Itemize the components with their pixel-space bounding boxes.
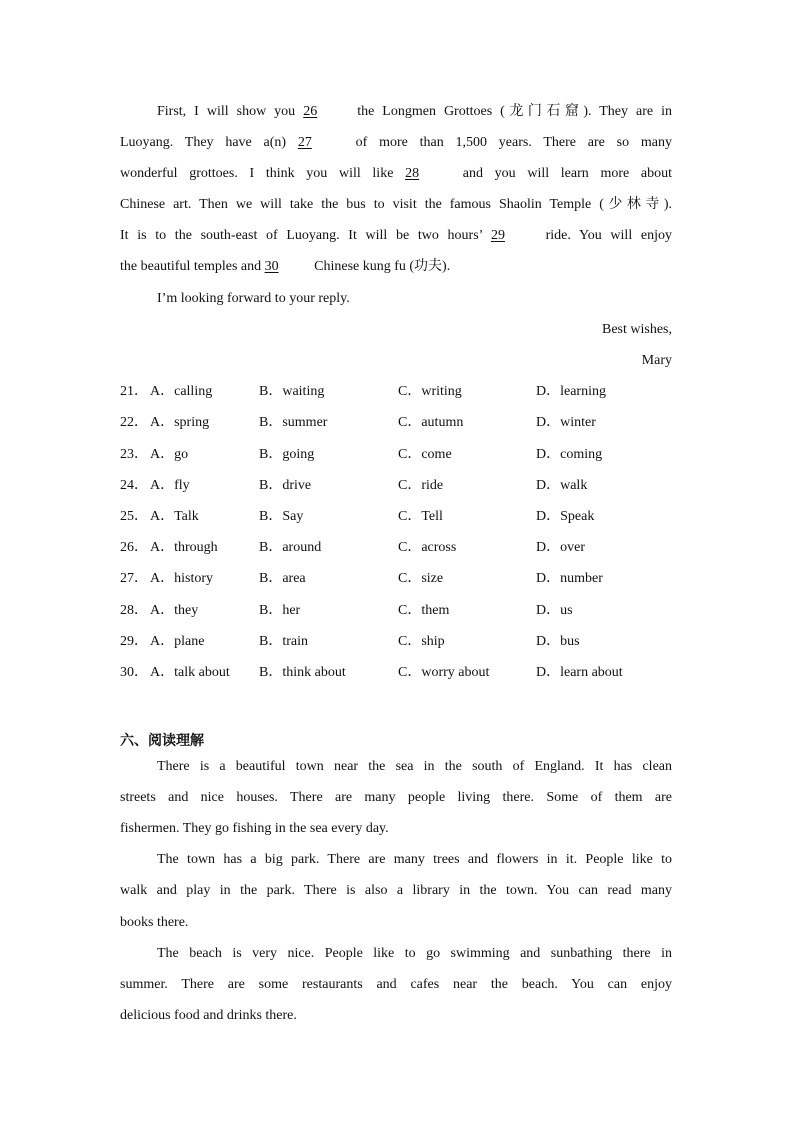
- option-d: D．walk: [536, 478, 588, 493]
- reading-line: There is a beautiful town near the sea in the south of England. It has clean: [157, 759, 672, 774]
- question-row: [120, 601, 680, 621]
- answer-blank: 27: [297, 135, 312, 150]
- reading-line: The town has a big park. There are many trees and flowers in it. People like to: [157, 852, 672, 867]
- reading-line: fishermen. They go fishing in the sea every day.: [120, 821, 389, 836]
- option-c: C．ride: [398, 478, 444, 493]
- option-b: B．waiting: [259, 384, 325, 399]
- option-a: A．talk about: [150, 665, 230, 680]
- reading-line: streets and nice houses. There are many people living there. Some of them are: [120, 790, 672, 805]
- option-a: A．fly: [150, 478, 190, 493]
- passage-line: Luoyang. They have a(n) 27 of more than 1,500 years. There are so many: [120, 133, 672, 153]
- passage-line: First, I will show you 26 the Longmen Grottoes (龙门石窟). They are in: [157, 102, 672, 122]
- option-d: D．learning: [536, 384, 606, 399]
- option-a: A．calling: [150, 384, 213, 399]
- reading-line: delicious food and drinks there.: [120, 1008, 297, 1023]
- question-row: [120, 413, 680, 433]
- question-row: [120, 382, 680, 402]
- question-row: [120, 445, 680, 465]
- option-d: D．bus: [536, 634, 580, 649]
- option-b: B．area: [259, 571, 306, 586]
- question-number: 30．: [120, 665, 148, 680]
- option-d: D．us: [536, 603, 573, 618]
- question-number: 26．: [120, 540, 148, 555]
- question-number: 25．: [120, 509, 148, 524]
- passage-line: the beautiful temples and 30 Chinese kung fu (功夫).: [120, 257, 672, 277]
- option-d: D．Speak: [536, 509, 595, 524]
- option-b: B．around: [259, 540, 322, 555]
- question-number: 24．: [120, 478, 148, 493]
- question-row: [120, 538, 680, 558]
- option-b: B．train: [259, 634, 308, 649]
- passage-line: wonderful grottoes. I think you will like 28 and you will learn more about: [120, 164, 672, 184]
- option-a: A．spring: [150, 415, 210, 430]
- option-c: C．ship: [398, 634, 445, 649]
- question-row: [120, 507, 680, 527]
- option-d: D．number: [536, 571, 603, 586]
- question-number: 21．: [120, 384, 148, 399]
- option-d: D．over: [536, 540, 585, 555]
- option-c: C．writing: [398, 384, 462, 399]
- reading-line: The beach is very nice. People like to go swimming and sunbathing there in: [157, 946, 672, 961]
- reading-line: summer. There are some restaurants and cafes near the beach. You can enjoy: [120, 977, 672, 992]
- option-a: A．history: [150, 571, 213, 586]
- option-c: C．autumn: [398, 415, 464, 430]
- question-number: 22．: [120, 415, 148, 430]
- passage-line: I’m looking forward to your reply.: [157, 291, 350, 306]
- option-b: B．going: [259, 447, 315, 462]
- question-number: 28．: [120, 603, 148, 618]
- option-c: C．them: [398, 603, 450, 618]
- section-heading: 六、阅读理解: [120, 733, 204, 749]
- passage-line: It is to the south-east of Luoyang. It will be two hours’ 29 ride. You will enjoy: [120, 226, 672, 246]
- option-d: D．learn about: [536, 665, 623, 680]
- option-a: A．through: [150, 540, 218, 555]
- option-c: C．across: [398, 540, 457, 555]
- option-b: B．her: [259, 603, 301, 618]
- option-c: C．size: [398, 571, 444, 586]
- question-number: 29．: [120, 634, 148, 649]
- letter-signature: Mary: [641, 353, 672, 368]
- option-d: D．coming: [536, 447, 603, 462]
- letter-closing: Best wishes,: [602, 322, 672, 337]
- option-b: B．summer: [259, 415, 328, 430]
- question-number: 27．: [120, 571, 148, 586]
- reading-line: walk and play in the park. There is also a library in the town. You can read many: [120, 883, 672, 898]
- option-a: A．plane: [150, 634, 205, 649]
- option-b: B．Say: [259, 509, 304, 524]
- answer-blank: 30: [264, 259, 279, 274]
- option-b: B．drive: [259, 478, 312, 493]
- option-a: A．they: [150, 603, 199, 618]
- answer-blank: 29: [490, 228, 505, 243]
- question-row: [120, 476, 680, 496]
- option-d: D．winter: [536, 415, 596, 430]
- passage-line: Chinese art. Then we will take the bus to visit the famous Shaolin Temple (少林寺).: [120, 197, 672, 212]
- option-a: A．go: [150, 447, 189, 462]
- question-row: [120, 632, 680, 652]
- question-row: [120, 569, 680, 589]
- question-number: 23．: [120, 447, 148, 462]
- reading-line: books there.: [120, 915, 189, 930]
- option-c: C．Tell: [398, 509, 443, 524]
- option-c: C．worry about: [398, 665, 490, 680]
- question-row: [120, 663, 680, 683]
- option-b: B．think about: [259, 665, 346, 680]
- option-a: A．Talk: [150, 509, 199, 524]
- answer-blank: 26: [303, 104, 318, 119]
- answer-blank: 28: [405, 166, 420, 181]
- option-c: C．come: [398, 447, 452, 462]
